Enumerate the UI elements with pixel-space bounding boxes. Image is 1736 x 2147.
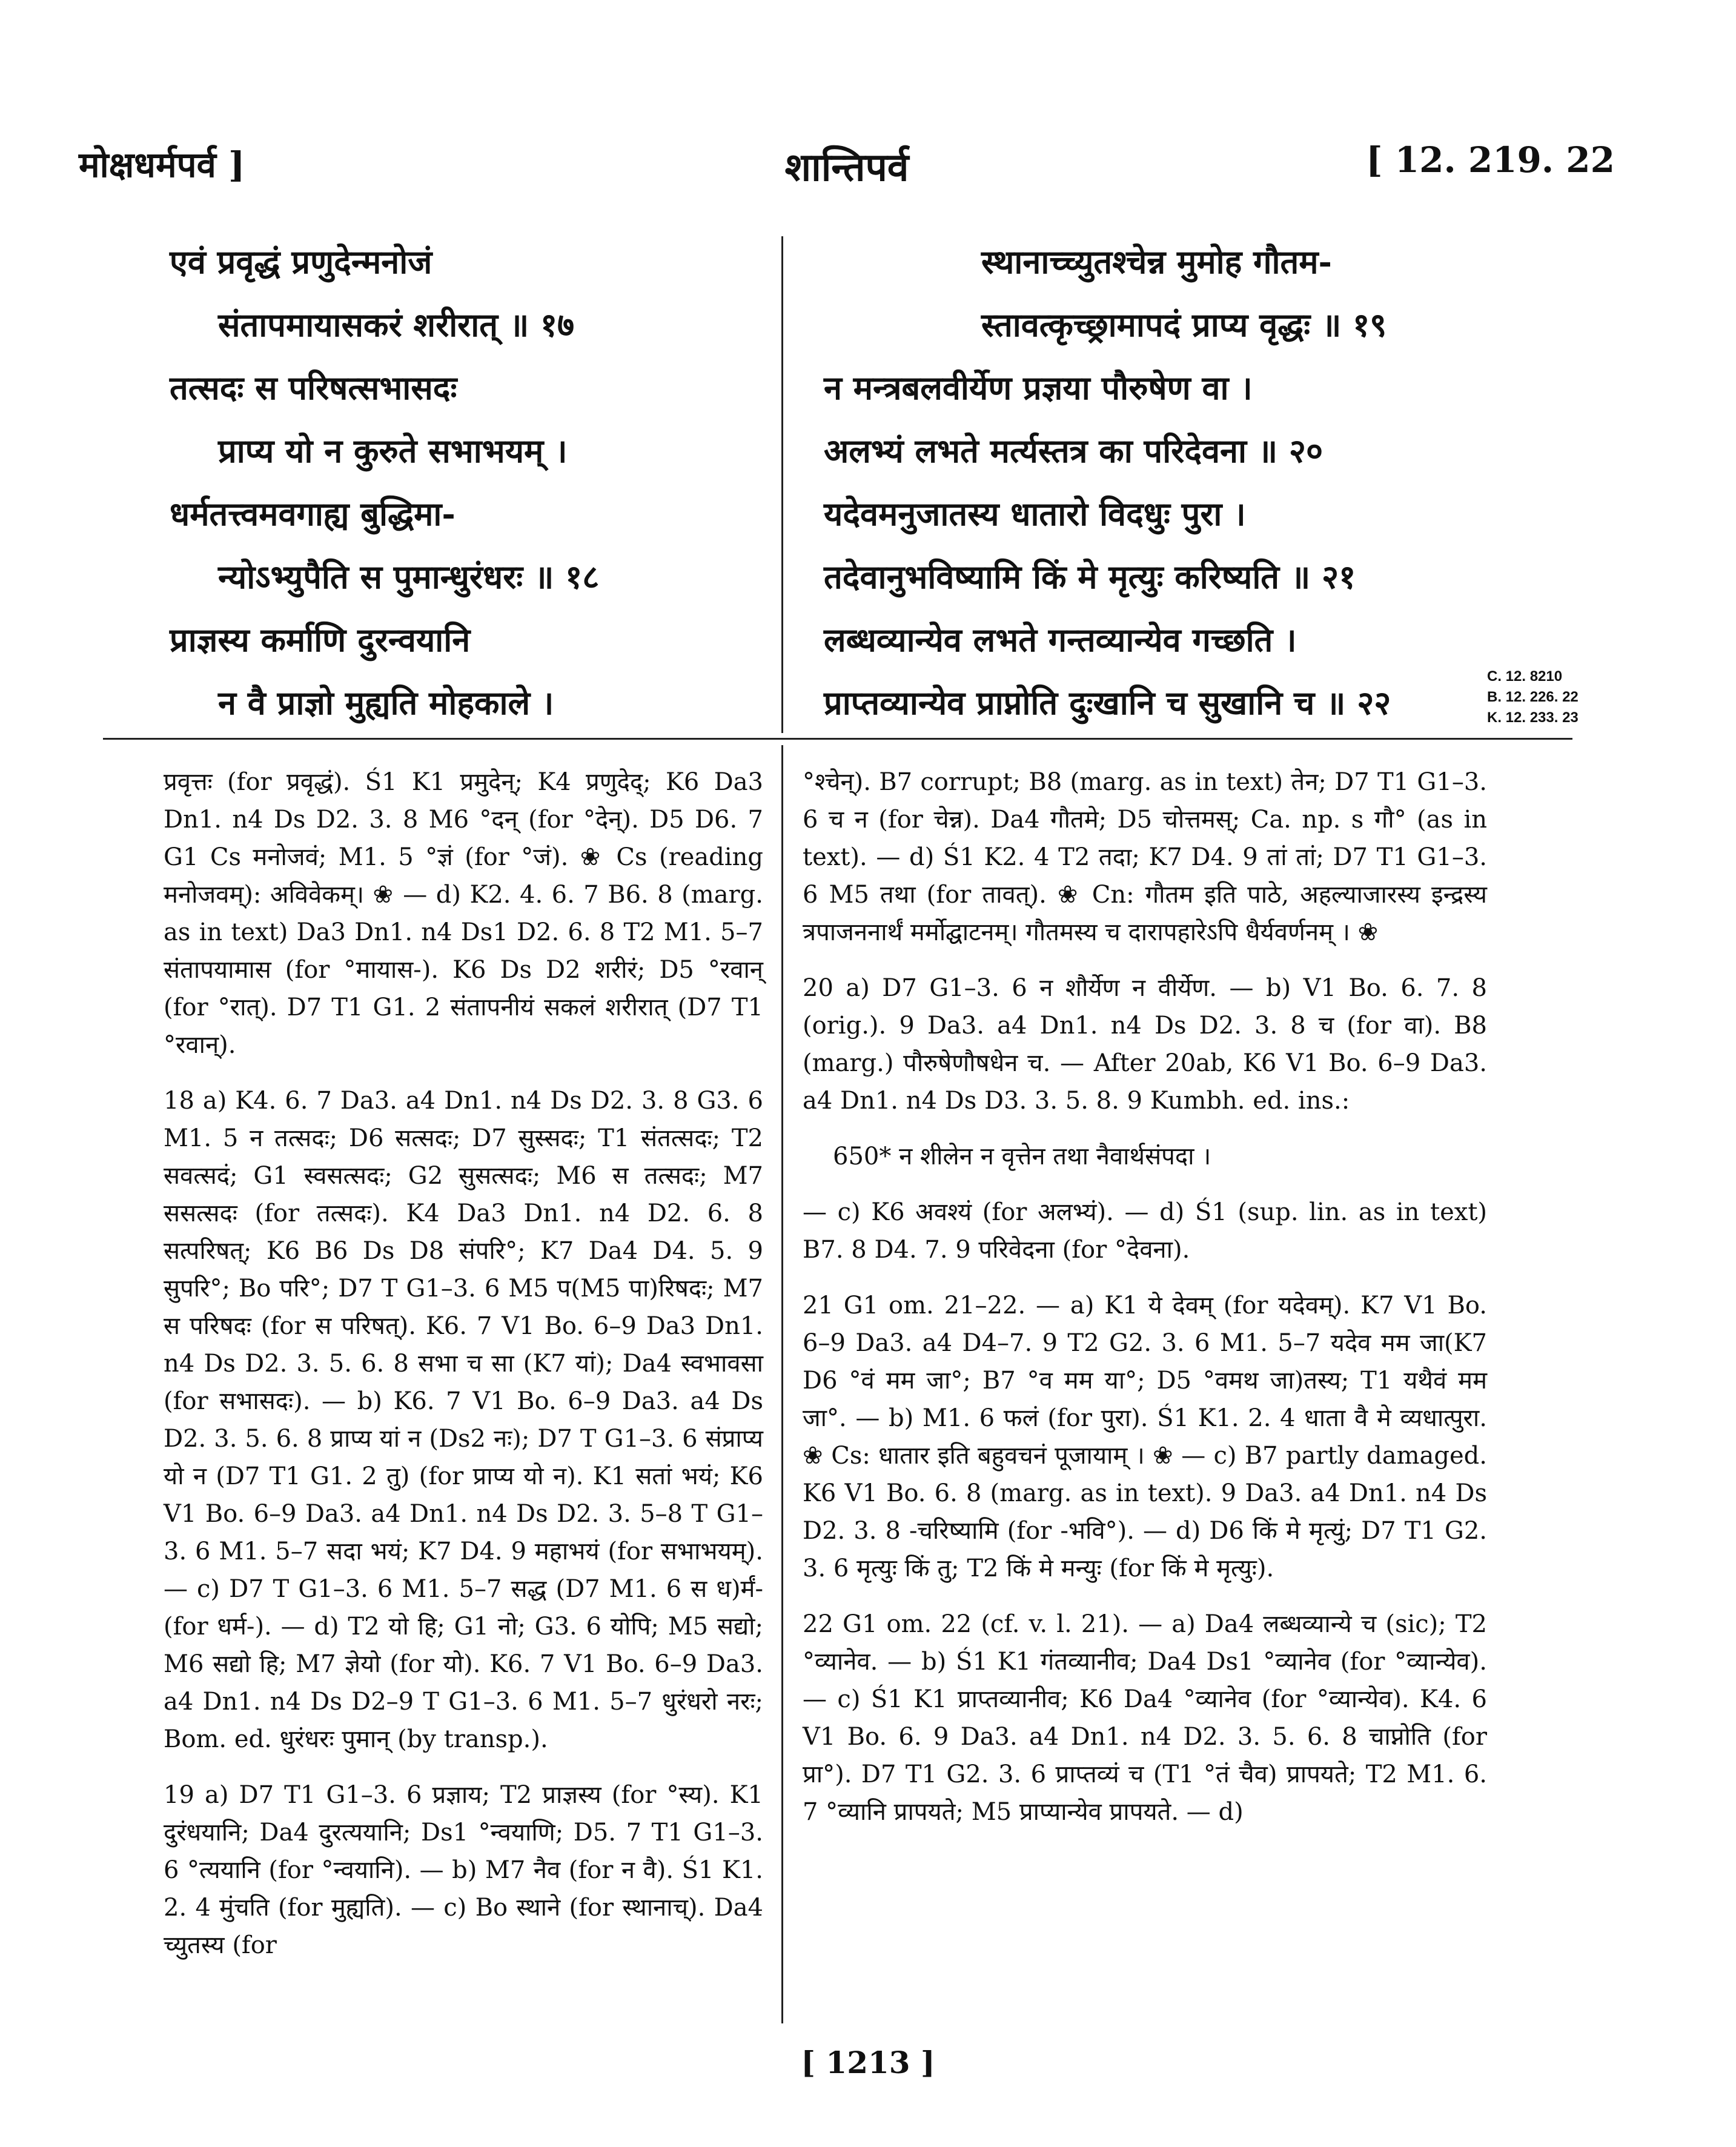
verse-line: तदेवानुभविष्यामि किं मे मृत्युः करिष्यति ॥ २१ [824,557,1356,596]
verse-line: यदेवमनुजातस्य धातारो विदधुः पुरा । [824,494,1246,533]
verse-column-divider [781,236,783,733]
verse-column-right [824,230,1526,734]
notes-column-divider [781,745,783,2023]
verse-line: लब्धव्यान्येव लभते गन्तव्यान्येव गच्छति । [824,620,1297,659]
apparatus-note: 22 G1 om. 22 (cf. v. l. 21). — a) Da4 लब्धव्यान्ये च (sic); T2 °व्यानेव. — b) Ś1 K1 गंतव्यानीव; Da4 Ds1 °व्यानेव (for °व्यान्येव). — c) Ś1 K1 प्राप्तव्यानीव; K6 Da4 °व्यानेव (for °व्यान्येव). K4. 6 V1 Bo. 6. 9 Da3. a4 Dn1. n4 D2. 3. 5. 6. 8 चाप्नोति (for प्रा°). D7 T1 G2. 3. 6 प्राप्तव्यं च (T1 °तं चैव) प्रापयते; T2 M1. 6. 7 °व्यानि प्रापयते; M5 प्राप्यान्येव प्रापयते. — d) [803,1610,1487,1826]
book-title: शान्तिपर्व [784,145,909,190]
apparatus-note: 19 a) D7 T1 G1–3. 6 प्रज्ञाय; T2 प्राज्ञस्य (for °स्य). K1 दुरंधयानि; Da4 दुरत्ययानि; Ds1 °न्वयाणि; D5. 7 T1 G1–3. 6 °त्ययानि (for °न्वयानि). — b) M7 नैव (for न वै). Ś1 K1. 2. 4 मुंचति (for मुह्यति). — c) Bo स्थाने (for स्थानाच्). Da4 च्युतस्य (for [164,1781,763,1959]
verse-column-left [170,230,787,734]
verse-line: एवं प्रवृद्धं प्रणुदेन्मनोजं [170,242,432,281]
page-number: [ 1213 ] [801,2045,935,2080]
concordance-bombay: B. 12. 226. 22 [1487,689,1579,705]
critical-apparatus-left [164,763,763,1982]
apparatus-note: 21 G1 om. 21–22. — a) K1 ये देवम् (for यदेवम्). K7 V1 Bo. 6–9 Da3. a4 D4–7. 9 T2 G2. 3. 6 M1. 5–7 यदेव मम जा(K7 D6 °वं मम जा°; B7 °व मम या°; D5 °वमथ जा)तस्य; T1 यथैवं मम जा°. — b) M1. 6 फलं (for पुरा). Ś1 K1. 2. 4 धाता वै मे व्यधात्पुरा. ❀ Cs: धातार इति बहुवचनं पूजायाम् । ❀ — c) B7 partly damaged. K6 V1 Bo. 6. 8 (marg. as in text). 9 Da3. a4 Dn1. n4 Ds D2. 3. 8 -चरिष्यामि (for -भवि°). — d) D6 किं मे मृत्युं; D7 T1 G2. 3. 6 मृत्युः किं तु; T2 किं मे मन्युः (for किं मे मृत्युः). [803,1292,1487,1582]
verse-line: प्राज्ञस्य कर्माणि दुरन्वयानि [170,620,471,659]
verse-line: प्राप्तव्यान्येव प्राप्नोति दुःखानि च सुखानि च ॥ २२ [824,683,1391,722]
verse-reference: [ 12. 219. 22 [1366,139,1615,181]
verse-line: न मन्त्रबलवीर्येण प्रज्ञया पौरुषेण वा । [824,368,1253,407]
concordance-references [1487,666,1579,728]
verse-line: तत्सदः स परिषत्सभासदः [170,368,457,407]
verse-line: न्योऽभ्युपैति स पुमान्धुरंधरः ॥ १८ [218,557,600,596]
apparatus-note: °श्चेन्). B7 corrupt; B8 (marg. as in text) तेन; D7 T1 G1–3. 6 च न (for चेन्न). Da4 गौतमे; D5 चोत्तमस्; Ca. np. s गौ° (as in text). — d) Ś1 K2. 4 T2 तदा; K7 D4. 9 तां तां; D7 T1 G1–3. 6 M5 तथा (for तावत्). ❀ Cn: गौतम इति पाठे, अहल्याजारस्य इन्द्रस्य त्रपाजननार्थं मर्मोद्घाटनम्। गौतमस्य च दारापहारेऽपि धैर्यवर्णनम् । ❀ [803,768,1487,946]
horizontal-rule [103,738,1572,740]
apparatus-note: 18 a) K4. 6. 7 Da3. a4 Dn1. n4 Ds D2. 3. 8 G3. 6 M1. 5 न तत्सदः; D6 सत्सदः; D7 सुस्सदः; T1 संतत्सदः; T2 सवत्सदं; G1 स्वसत्सदः; G2 सुसत्सदः; M6 स तत्सदः; M7 ससत्सदः (for तत्सदः). K4 Da3 Dn1. n4 D2. 6. 8 सत्परिषत्; K6 B6 Ds D8 संपरि°; K7 Da4 D4. 5. 9 सुपरि°; Bo परि°; D7 T G1–3. 6 M5 प(M5 पा)रिषदः; M7 स परिषदः (for स परिषत्). K6. 7 V1 Bo. 6–9 Da3 Dn1. n4 Ds D2. 3. 5. 6. 8 सभा च सा (K7 यां); Da4 स्वभावसा (for सभासदः). — b) K6. 7 V1 Bo. 6–9 Da3. a4 Ds D2. 3. 5. 6. 8 प्राप्य यां न (Ds2 नः); D7 T G1–3. 6 संप्राप्य यो न (D7 T1 G1. 2 तु) (for प्राप्य यो न). K1 सतां भयं; K6 V1 Bo. 6–9 Da3. a4 Dn1. n4 Ds D2. 3. 5–8 T G1–3. 6 M1. 5–7 सदा भयं; K7 D4. 9 महाभयं (for सभाभयम्). — c) D7 T G1–3. 6 M1. 5–7 सद्ध (D7 M1. 6 स ध)र्मं- (for धर्म-). — d) T2 यो हि; G1 नो; G3. 6 योपि; M5 सद्यो; M6 सद्यो हि; M7 ज्ञेयो (for यो). K6. 7 V1 Bo. 6–9 Da3. a4 Dn1. n4 Ds D2–9 T G1–3. 6 M1. 5–7 धुरंधरो नरः; Bom. ed. धुरंधरः पुमान् (by transp.). [164,1087,763,1753]
parvan-section-title: मोक्षधर्मपर्व ] [79,144,245,185]
verse-line: प्राप्य यो न कुरुते सभाभयम् । [218,431,568,470]
verse-line: स्थानाच्च्युतश्चेन्न मुमोह गौतम- [981,242,1332,281]
concordance-kumbhakonam: K. 12. 233. 23 [1487,709,1579,726]
apparatus-note: 20 a) D7 G1–3. 6 न शौर्येण न वीर्येण. — b) V1 Bo. 6. 7. 8 (orig.). 9 Da3. a4 Dn1. n4 Ds D2. 3. 8 च (for वा). B8 (marg.) पौरुषेणौषधेन च. — After 20ab, K6 V1 Bo. 6–9 Da3. a4 Dn1. n4 Ds D3. 3. 5. 8. 9 Kumbh. ed. ins.: [803,974,1487,1115]
critical-apparatus-right [803,763,1487,1849]
verse-line: अलभ्यं लभते मर्त्यस्तत्र का परिदेवना ॥ २० [824,431,1324,470]
verse-line: धर्मतत्त्वमवगाह्य बुद्धिमा- [170,494,456,533]
star-passage: 650* न शीलेन न वृत्तेन तथा नैवार्थसंपदा । [833,1143,1211,1170]
concordance-calcutta: C. 12. 8210 [1487,668,1563,685]
verse-line: न वै प्राज्ञो मुह्यति मोहकाले । [218,683,554,722]
apparatus-note: प्रवृत्तः (for प्रवृद्धं). Ś1 K1 प्रमुदेन्; K4 प्रणुदेद्; K6 Da3 Dn1. n4 Ds D2. 3. 8 M6 °दन् (for °देन्). D5 D6. 7 G1 Cs मनोजवं; M1. 5 °ज्ञं (for °जं). ❀ Cs (reading मनोजवम्): अविवेकम्। ❀ — d) K2. 4. 6. 7 B6. 8 (marg. as in text) Da3 Dn1. n4 Ds1 D2. 6. 8 T2 M1. 5–7 संतापयामास (for °मायास-). K6 Ds D2 शरीरं; D5 °रवान् (for °रात्). D7 T1 G1. 2 संतापनीयं सकलं शरीरात् (D7 T1 °रवान्). [164,768,763,1059]
running-header [79,139,1615,194]
verse-line: स्तावत्कृच्छ्रामापदं प्राप्य वृद्धः ॥ १९ [981,305,1387,344]
verse-line: संतापमायासकरं शरीरात् ॥ १७ [218,305,575,344]
apparatus-note: — c) K6 अवश्यं (for अलभ्यं). — d) Ś1 (sup. lin. as in text) B7. 8 D4. 7. 9 परिवेदना (for °देवना). [803,1198,1487,1264]
